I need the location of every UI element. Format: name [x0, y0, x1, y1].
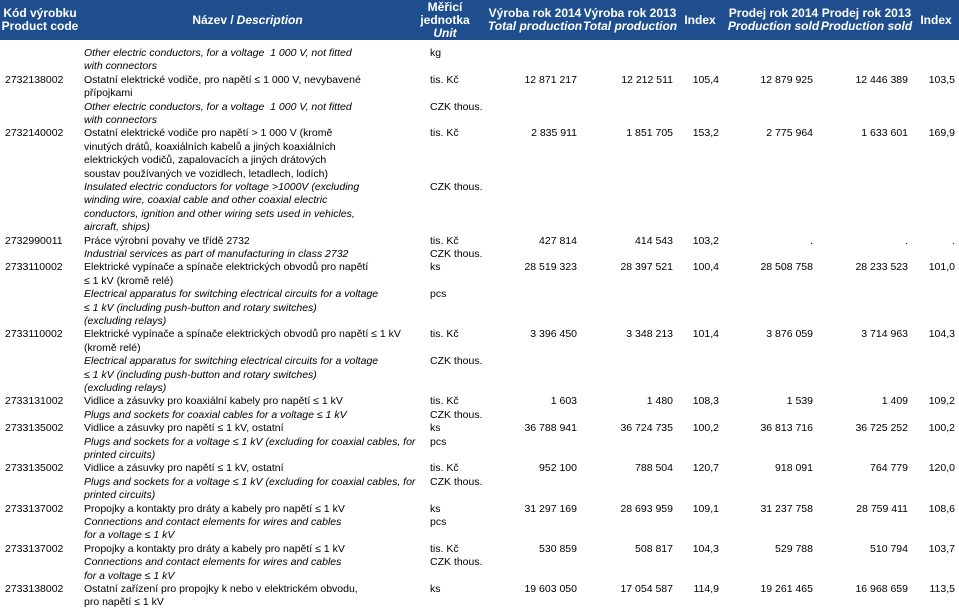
- header-sold2013-cz: Prodej rok 2013: [821, 6, 912, 20]
- product-code: 2733135002: [5, 462, 64, 475]
- header-name-cz: Název /: [192, 12, 234, 27]
- header-sold2014-en: Production sold: [727, 19, 820, 33]
- unit-cell: ks: [430, 583, 441, 595]
- value-p14: 19 603 050: [524, 583, 577, 595]
- unit-cell: tis. Kč: [430, 542, 459, 555]
- header-index1-label: Index: [684, 12, 716, 27]
- description-line: (excluding relays): [84, 382, 167, 394]
- value-p14: 28 519 323: [524, 261, 577, 274]
- header-unit-cz1: Měřicí: [427, 0, 463, 14]
- description-line: Electrical apparatus for switching electrical circuits for a voltage: [84, 355, 379, 368]
- value-s14: 918 091: [775, 462, 813, 475]
- header-sold2014-cz: Prodej rok 2014: [728, 6, 819, 20]
- unit-cell: CZK thous.: [430, 556, 483, 569]
- header-sold2013-en: Production sold: [820, 19, 913, 33]
- value-s13: .: [905, 234, 908, 247]
- value-p14: 2 835 911: [531, 127, 577, 140]
- value-s14: 1 539: [786, 395, 813, 408]
- value-i1: 108,3: [692, 395, 719, 408]
- description-line: Plugs and sockets for coaxial cables for a voltage ≤ 1 kV: [84, 408, 347, 421]
- value-s14: 2 775 964: [766, 127, 813, 140]
- value-s13: 510 794: [870, 542, 908, 555]
- description-line: pro napětí ≤ 1 kV: [84, 596, 164, 609]
- description-line: Ostatní elektrické vodiče pro napětí > 1 000 V (kromě: [84, 127, 333, 140]
- description-line: elektrických vodičů, zapalovacích a jiných drátových: [84, 154, 327, 167]
- description-line: Propojky a kontakty pro dráty a kabely pro napětí ≤ 1 kV: [84, 542, 345, 555]
- value-p13: 28 397 521: [620, 261, 673, 274]
- value-i2: 108,6: [928, 502, 955, 515]
- header-unit-cz2: jednotka: [420, 12, 470, 27]
- header-index2-label: Index: [920, 12, 952, 27]
- value-p14: 31 297 169: [524, 502, 577, 515]
- product-code: 2733110002: [5, 328, 63, 341]
- value-s13: 36 725 252: [855, 422, 908, 435]
- value-s13: 28 233 523: [855, 261, 908, 274]
- header-name-en: Description: [236, 12, 303, 27]
- header-prod2013-en: Total production: [582, 19, 678, 33]
- product-code: 2733110002: [5, 261, 63, 274]
- description-line: Plugs and sockets for a voltage ≤ 1 kV (excluding for coaxial cables, for: [84, 435, 416, 448]
- value-s13: 16 968 659: [855, 583, 908, 595]
- product-code: 2733137002: [5, 542, 64, 555]
- value-i2: 109,2: [928, 395, 955, 408]
- description-line: Connections and contact elements for wires and cables: [84, 516, 342, 528]
- unit-cell: tis. Kč: [430, 462, 459, 475]
- description-line: Other electric conductors, for a voltage 1 000 V, not fitted: [84, 47, 352, 59]
- product-code: 2733135002: [5, 422, 64, 435]
- unit-cell: CZK thous.: [430, 100, 483, 113]
- description-line: vinutých drátů, koaxiálních kabelů a jiných koaxiálních: [84, 140, 336, 153]
- description-line: Vidlice a zásuvky pro napětí ≤ 1 kV, ostatní: [84, 422, 284, 435]
- value-p14: 952 100: [539, 462, 577, 475]
- value-s14: 3 876 059: [766, 328, 813, 341]
- value-p13: 1 851 705: [626, 127, 673, 140]
- value-p13: 788 504: [635, 462, 673, 475]
- value-i2: 100,2: [928, 422, 955, 435]
- value-s14: .: [810, 234, 813, 247]
- description-line: Vidlice a zásuvky pro koaxiální kabely pro napětí ≤ 1 kV: [84, 395, 343, 408]
- product-code: 2733138002: [5, 583, 64, 595]
- value-s13: 1 633 601: [861, 127, 908, 140]
- description-line: for a voltage ≤ 1 kV: [84, 569, 175, 582]
- value-p14: 427 814: [539, 234, 577, 247]
- description-line: Propojky a kontakty pro dráty a kabely pro napětí ≤ 1 kV: [84, 502, 345, 515]
- unit-cell: CZK thous.: [430, 355, 483, 368]
- unit-cell: kg: [430, 47, 442, 59]
- description-line: Ostatní elektrické vodiče, pro napětí ≤ 1 000 V, nevybavené: [84, 73, 361, 86]
- value-i2: 103,5: [928, 73, 955, 86]
- value-i2: .: [952, 234, 955, 247]
- value-s13: 1 409: [881, 395, 908, 408]
- value-i2: 169,9: [928, 127, 955, 140]
- value-p13: 28 693 959: [620, 502, 673, 515]
- description-line: soustav používaných ve vozidlech, letadlech, lodích): [84, 167, 328, 180]
- product-code: 2732138002: [5, 73, 64, 86]
- value-i2: 104,3: [928, 328, 955, 341]
- description-line: Insulated electric conductors for voltage >1000V (excluding: [84, 181, 360, 193]
- description-line: ≤ 1 kV (kromě relé): [84, 274, 174, 287]
- value-i1: 100,4: [692, 261, 719, 274]
- description-line: aircraft, ships): [84, 221, 150, 234]
- description-line: Connections and contact elements for wires and cables: [84, 556, 342, 569]
- header-code-en: Product code: [1, 19, 79, 33]
- header-code-cz: Kód výrobku: [3, 6, 77, 20]
- product-code: 2732990011: [5, 234, 63, 247]
- header-prod2014-en: Total production: [487, 19, 583, 33]
- value-i1: 100,2: [692, 422, 719, 435]
- value-s13: 28 759 411: [856, 502, 908, 515]
- description-line: (excluding relays): [84, 315, 167, 327]
- unit-cell: CZK thous.: [430, 408, 483, 421]
- unit-cell: ks: [430, 261, 441, 274]
- value-s14: 36 813 716: [760, 422, 813, 435]
- description-line: Plugs and sockets for a voltage ≤ 1 kV (excluding for coaxial cables, for: [84, 475, 416, 488]
- value-s14: 31 237 758: [760, 502, 813, 515]
- value-p14: 1 603: [550, 395, 577, 408]
- value-i1: 104,3: [692, 542, 719, 555]
- value-i1: 109,1: [692, 502, 719, 515]
- value-p13: 12 212 511: [621, 73, 673, 86]
- unit-cell: CZK thous.: [430, 475, 483, 488]
- description-line: winding wire, coaxial cable and other coaxial electric: [84, 194, 328, 207]
- product-code: 2733137002: [5, 502, 64, 515]
- value-p13: 36 724 735: [620, 422, 673, 435]
- description-line: Elektrické vypínače a spínače elektrických obvodů pro napětí ≤ 1 kV: [84, 328, 401, 341]
- unit-cell: pcs: [430, 516, 447, 528]
- value-p14: 36 788 941: [524, 422, 577, 435]
- value-p14: 530 859: [539, 542, 577, 555]
- description-line: ≤ 1 kV (including push-button and rotary switches): [84, 301, 317, 314]
- value-s14: 12 879 925: [760, 73, 813, 86]
- description-line: with connectors: [84, 114, 157, 126]
- value-p13: 3 348 213: [626, 328, 673, 341]
- description-line: Práce výrobní povahy ve třídě 2732: [84, 234, 250, 247]
- value-p14: 3 396 450: [530, 328, 577, 341]
- description-line: Ostatní zařízení pro propojky k nebo v elektrickém obvodu,: [84, 583, 358, 595]
- description-line: ≤ 1 kV (including push-button and rotary switches): [84, 368, 317, 381]
- value-s14: 19 261 465: [760, 583, 813, 595]
- unit-cell: tis. Kč: [430, 395, 459, 408]
- unit-cell: tis. Kč: [430, 234, 459, 247]
- unit-cell: pcs: [430, 288, 447, 301]
- product-code: 2733131002: [5, 395, 64, 408]
- unit-cell: tis. Kč: [430, 73, 459, 86]
- value-i1: 103,2: [692, 234, 719, 247]
- description-line: with connectors: [84, 60, 157, 73]
- unit-cell: CZK thous.: [430, 248, 483, 260]
- unit-cell: ks: [430, 502, 441, 515]
- value-s14: 529 788: [775, 542, 813, 555]
- description-line: Vidlice a zásuvky pro napětí ≤ 1 kV, ostatní: [84, 462, 284, 475]
- unit-cell: ks: [430, 422, 441, 435]
- unit-cell: pcs: [430, 435, 447, 448]
- value-s13: 12 446 389: [855, 73, 908, 86]
- description-line: Other electric conductors, for a voltage 1 000 V, not fitted: [84, 100, 352, 113]
- value-i1: 114,9: [693, 583, 719, 595]
- description-line: (kromě relé): [84, 341, 141, 354]
- value-i2: 103,7: [928, 542, 955, 555]
- header-unit-en: Unit: [433, 25, 457, 40]
- unit-cell: CZK thous.: [430, 181, 483, 193]
- value-p13: 1 480: [646, 395, 673, 408]
- value-i1: 101,4: [692, 328, 719, 341]
- value-p13: 17 054 587: [620, 583, 673, 595]
- value-p14: 12 871 217: [524, 73, 577, 86]
- description-line: printed circuits): [84, 449, 156, 461]
- value-i2: 101,0: [928, 261, 955, 274]
- value-i2: 120,0: [928, 462, 955, 475]
- description-line: conductors, ignition and other wiring sets used in vehicles,: [84, 207, 355, 220]
- unit-cell: tis. Kč: [430, 127, 459, 140]
- unit-cell: tis. Kč: [430, 328, 459, 341]
- value-s13: 764 779: [870, 462, 908, 475]
- description-line: printed circuits): [84, 489, 156, 502]
- description-line: přípojkami: [84, 87, 133, 100]
- description-line: Industrial services as part of manufacturing in class 2732: [84, 248, 349, 260]
- value-s14: 28 508 758: [760, 261, 813, 274]
- value-i2: 113,5: [929, 583, 955, 595]
- product-code: 2732140002: [5, 127, 64, 140]
- value-i1: 105,4: [692, 73, 719, 86]
- description-line: Elektrické vypínače a spínače elektrických obvodů pro napětí: [84, 261, 369, 274]
- value-i1: 120,7: [692, 462, 719, 475]
- description-line: Electrical apparatus for switching electrical circuits for a voltage: [84, 288, 379, 301]
- description-line: for a voltage ≤ 1 kV: [84, 529, 175, 542]
- value-s13: 3 714 963: [861, 328, 908, 341]
- header-prod2013-cz: Výroba rok 2013: [583, 6, 677, 20]
- value-p13: 508 817: [635, 542, 673, 555]
- header-prod2014-cz: Výroba rok 2014: [488, 6, 582, 20]
- value-i1: 153,2: [692, 127, 719, 140]
- value-p13: 414 543: [635, 234, 673, 247]
